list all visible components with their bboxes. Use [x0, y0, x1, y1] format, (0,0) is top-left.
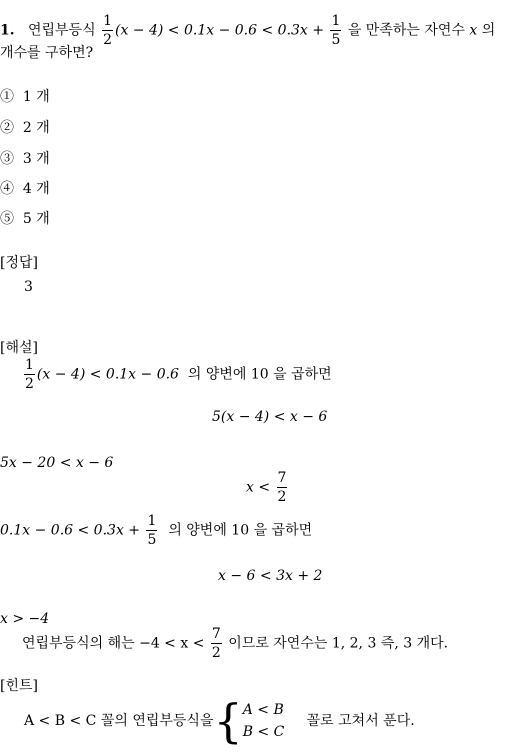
fraction-seven-halves: $\frac{7}{2}$	[277, 470, 287, 505]
question-expression: (x − 4) < 0.1x − 0.6 < 0.3x +	[114, 22, 324, 39]
answer-value: 3	[24, 279, 33, 295]
explanation-step-4: x < $\frac{7}{2}$	[246, 470, 287, 505]
inequality-system: A < B B < C	[242, 702, 285, 740]
explanation-step-7: x > −4	[0, 611, 50, 627]
choice-2[interactable]: ② 2 개	[0, 120, 50, 136]
explanation-step-5: 0.1x − 0.6 < 0.3x + $\frac{1}{5}$ 의 양변에 10 을 곱하면	[0, 513, 313, 548]
explanation-header: [해설]	[0, 340, 38, 356]
explanation-step-1: $\frac{1}{2}$ (x − 4) < 0.1x − 0.6 의 양변에 10 을 곱하면	[25, 357, 332, 392]
choice-1[interactable]: ① 1 개	[0, 89, 50, 105]
answer-header: [정답]	[0, 255, 38, 271]
explanation-step-3: 5x − 20 < x − 6	[0, 455, 114, 471]
question-number: 1.	[0, 22, 15, 39]
fraction-fifth: $\frac{1}{5}$	[331, 13, 341, 48]
question-line-1	[0, 14, 495, 47]
hint-header: [힌트]	[0, 678, 38, 694]
fraction-fifth-step5: $\frac{1}{5}$	[147, 513, 157, 548]
explanation-conclusion: 연립부등식의 해는 −4 < x < $\frac{7}{2}$ 이므로 자연수는 1, 2, 3 즉, 3 개다.	[22, 626, 449, 661]
choice-5[interactable]: ⑤ 5 개	[0, 211, 50, 227]
brace-symbol: {	[213, 694, 243, 748]
hint-body: A < B < C 꼴의 연립부등식을{ A < B B < C 꼴로 고쳐서 푼다.	[24, 694, 415, 748]
fraction-half-step1: $\frac{1}{2}$	[25, 357, 34, 392]
explanation-step-2: 5(x − 4) < x − 6	[212, 409, 328, 425]
fraction-half: $\frac{1}{2}$	[103, 13, 112, 48]
question-line-2: 개수를 구하면?	[0, 45, 94, 61]
question-text-b: 을 만족하는 자연수	[347, 22, 465, 39]
question-text-c: 의	[481, 22, 496, 39]
explanation-step-6: x − 6 < 3x + 2	[218, 568, 323, 584]
choice-4[interactable]: ④ 4 개	[0, 181, 50, 197]
question-variable: x	[469, 22, 478, 39]
fraction-seven-halves-concl: $\frac{7}{2}$	[211, 626, 221, 661]
question-text-a: 연립부등식	[27, 22, 96, 39]
choice-3[interactable]: ③ 3 개	[0, 151, 50, 167]
